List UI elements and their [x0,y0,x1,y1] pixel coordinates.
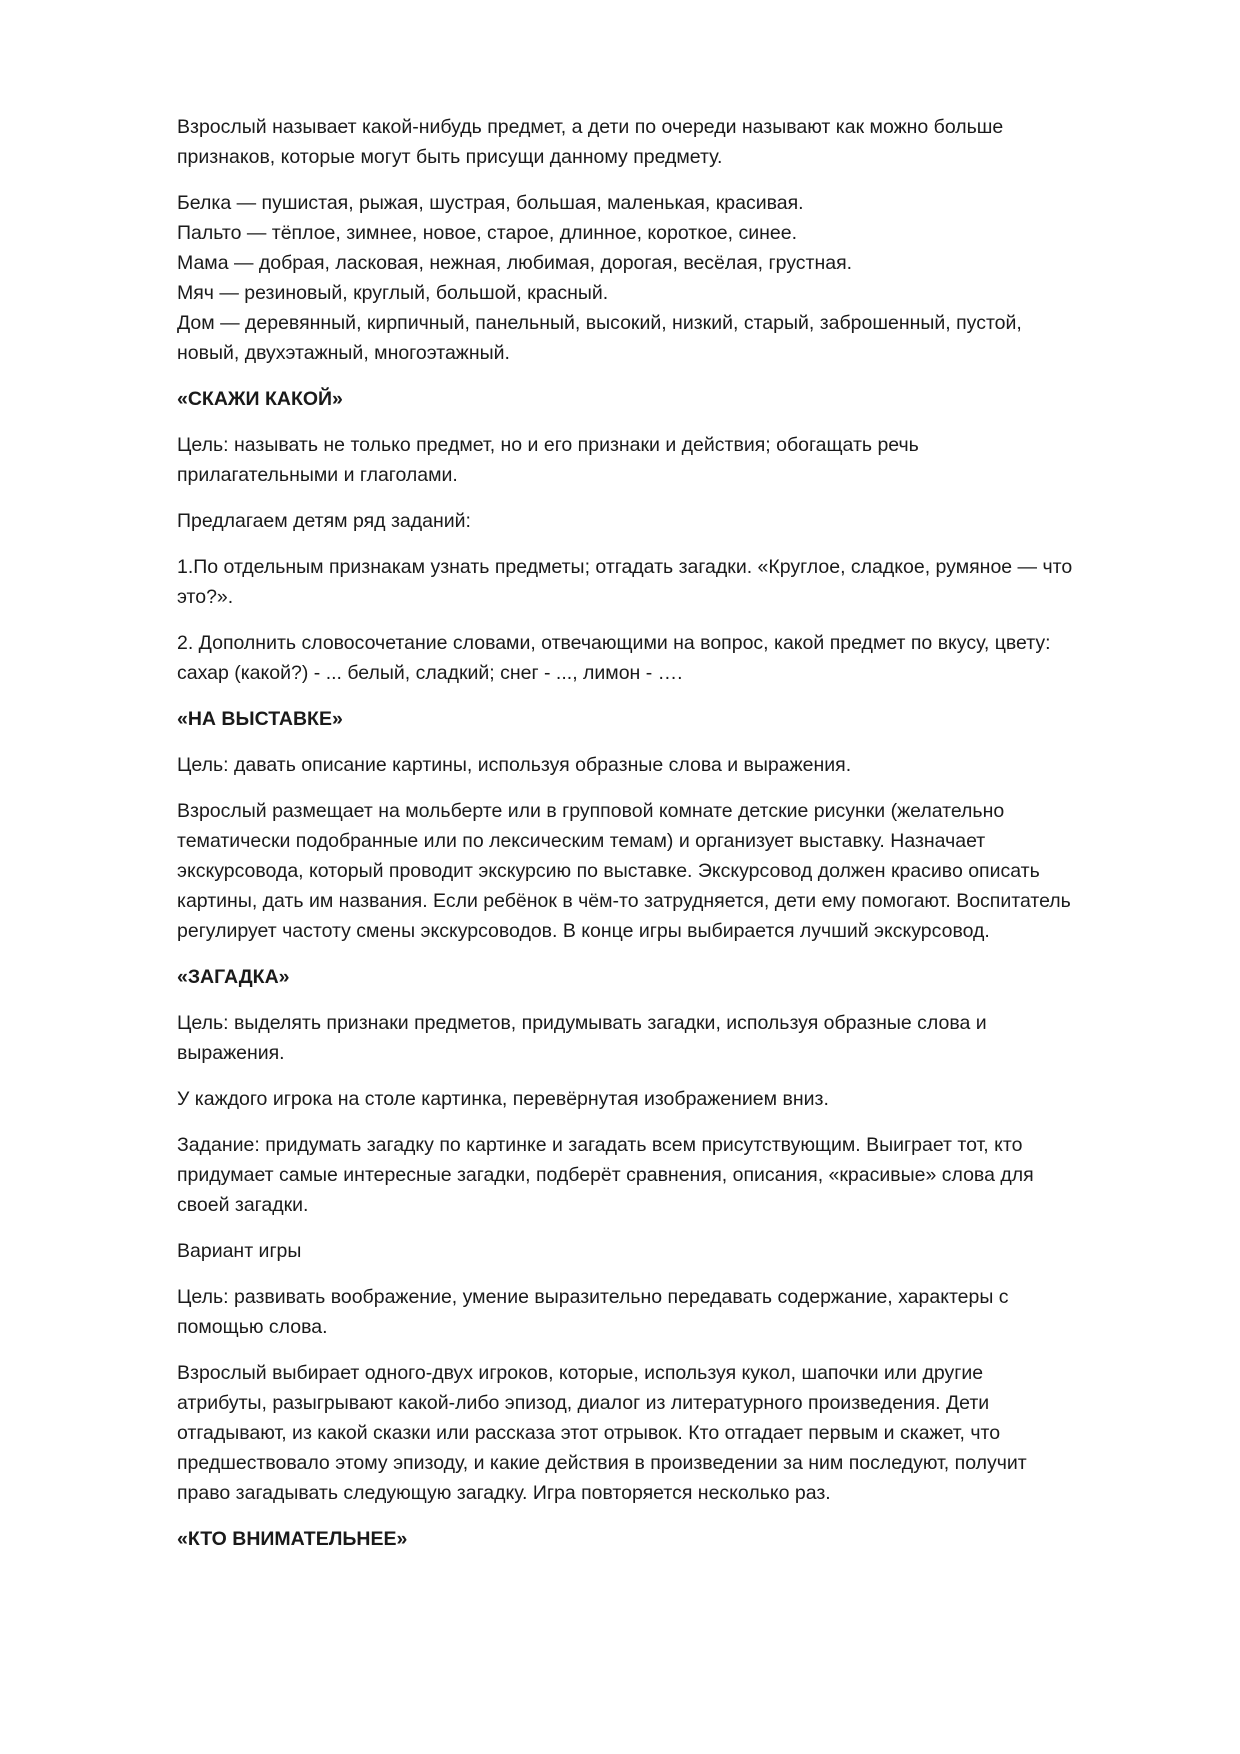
exhibition-goal [177,750,1177,780]
text-line: выражения. [177,1042,285,1064]
section-heading-say-what: «СКАЖИ КАКОЙ» [177,388,343,410]
text-line: Цель: развивать воображение, умение выразительно передавать содержание, характеры с [177,1286,1009,1308]
say-what-goal [177,430,1177,490]
text-line: У каждого игрока на столе картинка, перевёрнутая изображением вниз. [177,1088,829,1110]
text-line: Вариант игры [177,1240,302,1262]
riddle-variant-label [177,1236,1177,1266]
riddle-task [177,1130,1177,1220]
section-heading-riddle: «ЗАГАДКА» [177,966,290,988]
intro-paragraph [177,112,1177,172]
say-what-task-2 [177,628,1177,688]
text-line: право загадывать следующую загадку. Игра повторяется несколько раз. [177,1482,831,1504]
text-line: регулирует частоту смены экскурсоводов. В конце игры выбирается лучший экскурсовод. [177,920,990,942]
text-line: своей загадки. [177,1194,309,1216]
example-line: Дом — деревянный, кирпичный, панельный, высокий, низкий, старый, заброшенный, пустой, [177,312,1022,334]
say-what-intro [177,506,1177,536]
text-line: Задание: придумать загадку по картинке и загадать всем присутствующим. Выиграет тот, кто [177,1134,1023,1156]
text-line: это?». [177,586,234,608]
text-line: тематически подобранные или по лексическим темам) и организует выставку. Назначает [177,830,986,852]
text-line: Цель: называть не только предмет, но и его признаки и действия; обогащать речь [177,434,919,456]
riddle-variant-goal [177,1282,1177,1342]
document-page [177,112,1177,1570]
riddle-goal [177,1008,1177,1068]
riddle-variant-description [177,1358,1177,1508]
example-line: Мяч — резиновый, круглый, большой, красный. [177,282,609,304]
section-heading-exhibition: «НА ВЫСТАВКЕ» [177,708,343,730]
text-line: атрибуты, разыгрывают какой-либо эпизод, диалог из литературного произведения. Дети [177,1392,990,1414]
text-line: Взрослый выбирает одного-двух игроков, которые, используя кукол, шапочки или другие [177,1362,984,1384]
say-what-task-1 [177,552,1177,612]
text-line: Предлагаем детям ряд заданий: [177,510,471,532]
text-line: Цель: выделять признаки предметов, придумывать загадки, используя образные слова и [177,1012,987,1034]
examples-list [177,188,1177,368]
text-line: помощью слова. [177,1316,328,1338]
section-heading-attentive: «КТО ВНИМАТЕЛЬНЕЕ» [177,1528,408,1550]
text-line: сахар (какой?) - ... белый, сладкий; снег - ..., лимон - …. [177,662,683,684]
text-line: Цель: давать описание картины, используя образные слова и выражения. [177,754,852,776]
text-line: придумает самые интересные загадки, подберёт сравнения, описания, «красивые» слова для [177,1164,1034,1186]
text-line: Взрослый называет какой-нибудь предмет, а дети по очереди называют как можно больше [177,116,1004,138]
text-line: экскурсовода, который проводит экскурсию по выставке. Экскурсовод должен красиво описать [177,860,1040,882]
text-line: 1.По отдельным признакам узнать предметы; отгадать загадки. «Круглое, сладкое, румяное — что [177,556,1073,578]
example-line: Пальто — тёплое, зимнее, новое, старое, длинное, короткое, синее. [177,222,798,244]
text-line: предшествовало этому эпизоду, и какие действия в произведении за ним последуют, получит [177,1452,1027,1474]
exhibition-description [177,796,1177,946]
text-line: прилагательными и глаголами. [177,464,458,486]
example-line: Мама — добрая, ласковая, нежная, любимая, дорогая, весёлая, грустная. [177,252,853,274]
riddle-setup [177,1084,1177,1114]
text-line: Взрослый размещает на мольберте или в групповой комнате детские рисунки (желательно [177,800,1005,822]
text-line: отгадывают, из какой сказки или рассказа этот отрывок. Кто отгадает первым и скажет, что [177,1422,1001,1444]
example-line: новый, двухэтажный, многоэтажный. [177,342,510,364]
text-line: признаков, которые могут быть присущи данному предмету. [177,146,723,168]
text-line: 2. Дополнить словосочетание словами, отвечающими на вопрос, какой предмет по вкусу, цвету: [177,632,1051,654]
example-line: Белка — пушистая, рыжая, шустрая, большая, маленькая, красивая. [177,192,804,214]
text-line: картины, дать им названия. Если ребёнок в чём-то затрудняется, дети ему помогают. Воспитатель [177,890,1071,912]
